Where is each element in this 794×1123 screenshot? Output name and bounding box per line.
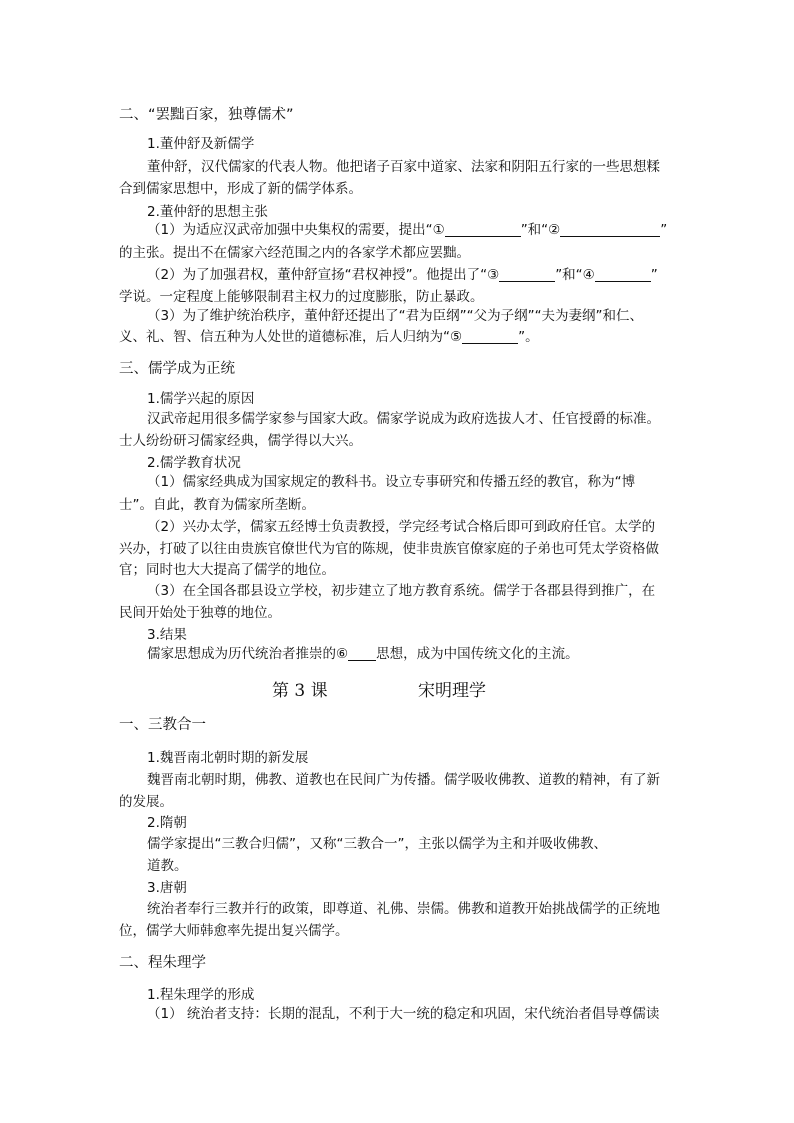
- fill-in-line: [147, 266, 658, 284]
- subsection-title: 3.唐朝: [147, 880, 187, 896]
- text-segment: ”和“②: [520, 222, 561, 238]
- paragraph-line: 的主张。提出不在儒家六经范围之内的各家学术都应罢黜。: [119, 245, 470, 261]
- fill-in-line: [147, 221, 667, 239]
- paragraph-line: 学说。一定程度上能够限制君主权力的过度膨胀，防止暴政。: [119, 289, 484, 305]
- text-segment: ”: [650, 267, 658, 283]
- paragraph-line: 统治者奉行三教并行的政策，即尊道、礼佛、崇儒。佛教和道教开始挑战儒学的正统地: [147, 901, 660, 917]
- text-segment: ”: [660, 222, 668, 238]
- paragraph-line: （1）儒家经典成为国家规定的教科书。设立专事研究和传播五经的教官，称为“博: [147, 474, 636, 490]
- subsection-title: 2.董仲舒的思想主张: [147, 204, 268, 220]
- section-heading: 二、“罢黜百家，独尊儒术”: [119, 107, 294, 123]
- answer-blank-3[interactable]: [499, 267, 555, 282]
- text-segment: （1）为适应汉武帝加强中央集权的需要，提出“①: [147, 222, 445, 238]
- paragraph-line: 魏晋南北朝时期，佛教、道教也在民间广为传播。儒学吸收佛教、道教的精神，有了新: [147, 772, 660, 788]
- answer-blank-4[interactable]: [595, 267, 651, 282]
- paragraph-line: 兴办，打破了以往由贵族官僚世代为官的陈规，使非贵族官僚家庭的子弟也可凭太学资格做: [119, 541, 659, 557]
- paragraph-line: （2）兴办太学，儒家五经博士负责教授，学完经考试合格后即可到政府任官。太学的: [147, 519, 656, 535]
- text-segment: 义、礼、智、信五种为人处世的道德标准，后人归纳为“⑤: [119, 329, 463, 345]
- subsection-title: 1.魏晋南北朝时期的新发展: [147, 750, 309, 766]
- paragraph-line: （3）在全国各郡县设立学校，初步建立了地方教育系统。儒学于各郡县得到推广，在: [147, 583, 656, 599]
- section-heading: 一、三教合一: [119, 717, 206, 733]
- paragraph-line: 民间开始处于独尊的地位。: [119, 605, 281, 621]
- lesson-title: 宋明理学: [418, 681, 486, 701]
- paragraph-line: 位，儒学大师韩愈率先提出复兴儒学。: [119, 923, 349, 939]
- paragraph-line: 士人纷纷研习儒家经典，儒学得以大兴。: [119, 433, 362, 449]
- paragraph-line: （1） 统治者支持：长期的混乱，不利于大一统的稳定和巩固，宋代统治者倡导尊儒读: [147, 1006, 660, 1022]
- fill-in-line: [147, 645, 579, 663]
- paragraph-line: （3）为了维护统治秩序，董仲舒还提出了“君为臣纲”“父为子纲”“夫为妻纲”和仁、: [147, 308, 644, 324]
- text-segment: 儒家思想成为历代统治者推崇的⑥: [147, 646, 349, 662]
- subsection-title: 1.程朱理学的形成: [147, 987, 255, 1003]
- text-segment: ”和“④: [555, 267, 595, 283]
- text-segment: 思想，成为中国传统文化的主流。: [376, 646, 579, 662]
- section-heading: 二、程朱理学: [119, 955, 206, 971]
- subsection-title: 2.儒学教育状况: [147, 455, 241, 471]
- paragraph-line: 董仲舒，汉代儒家的代表人物。他把诸子百家中道家、法家和阴阳五行家的一些思想糅: [147, 159, 660, 175]
- paragraph-line: 道教。: [147, 858, 188, 874]
- section-heading: 三、儒学成为正统: [119, 361, 235, 377]
- subsection-title: 1.儒学兴起的原因: [147, 391, 255, 407]
- paragraph-line: 士”。自此，教育为儒家所垄断。: [119, 497, 315, 513]
- text-segment: （2）为了加强君权，董仲舒宣扬“君权神授”。他提出了“③: [147, 267, 500, 283]
- paragraph-line: 官；同时也大大提高了儒学的地位。: [119, 562, 335, 578]
- answer-blank-1[interactable]: [445, 222, 521, 237]
- subsection-title: 2.隋朝: [147, 815, 187, 831]
- answer-blank-5[interactable]: [462, 329, 518, 344]
- answer-blank-2[interactable]: [560, 222, 660, 237]
- lesson-number: 第 3 课: [272, 681, 328, 701]
- answer-blank-6[interactable]: [348, 646, 376, 661]
- paragraph-line: 的发展。: [119, 794, 173, 810]
- subsection-title: 3.结果: [147, 627, 187, 643]
- subsection-title: 1.董仲舒及新儒学: [147, 136, 255, 152]
- fill-in-line: [119, 328, 539, 346]
- paragraph-line: 汉武帝起用很多儒学家参与国家大政。儒家学说成为政府选拔人才、任官授爵的标准。: [147, 411, 660, 427]
- paragraph-line: 合到儒家思想中，形成了新的儒学体系。: [119, 181, 362, 197]
- paragraph-line: 儒学家提出“三教合归儒”，又称“三教合一”，主张以儒学为主和并吸收佛教、: [147, 836, 607, 852]
- text-segment: ”。: [518, 329, 539, 345]
